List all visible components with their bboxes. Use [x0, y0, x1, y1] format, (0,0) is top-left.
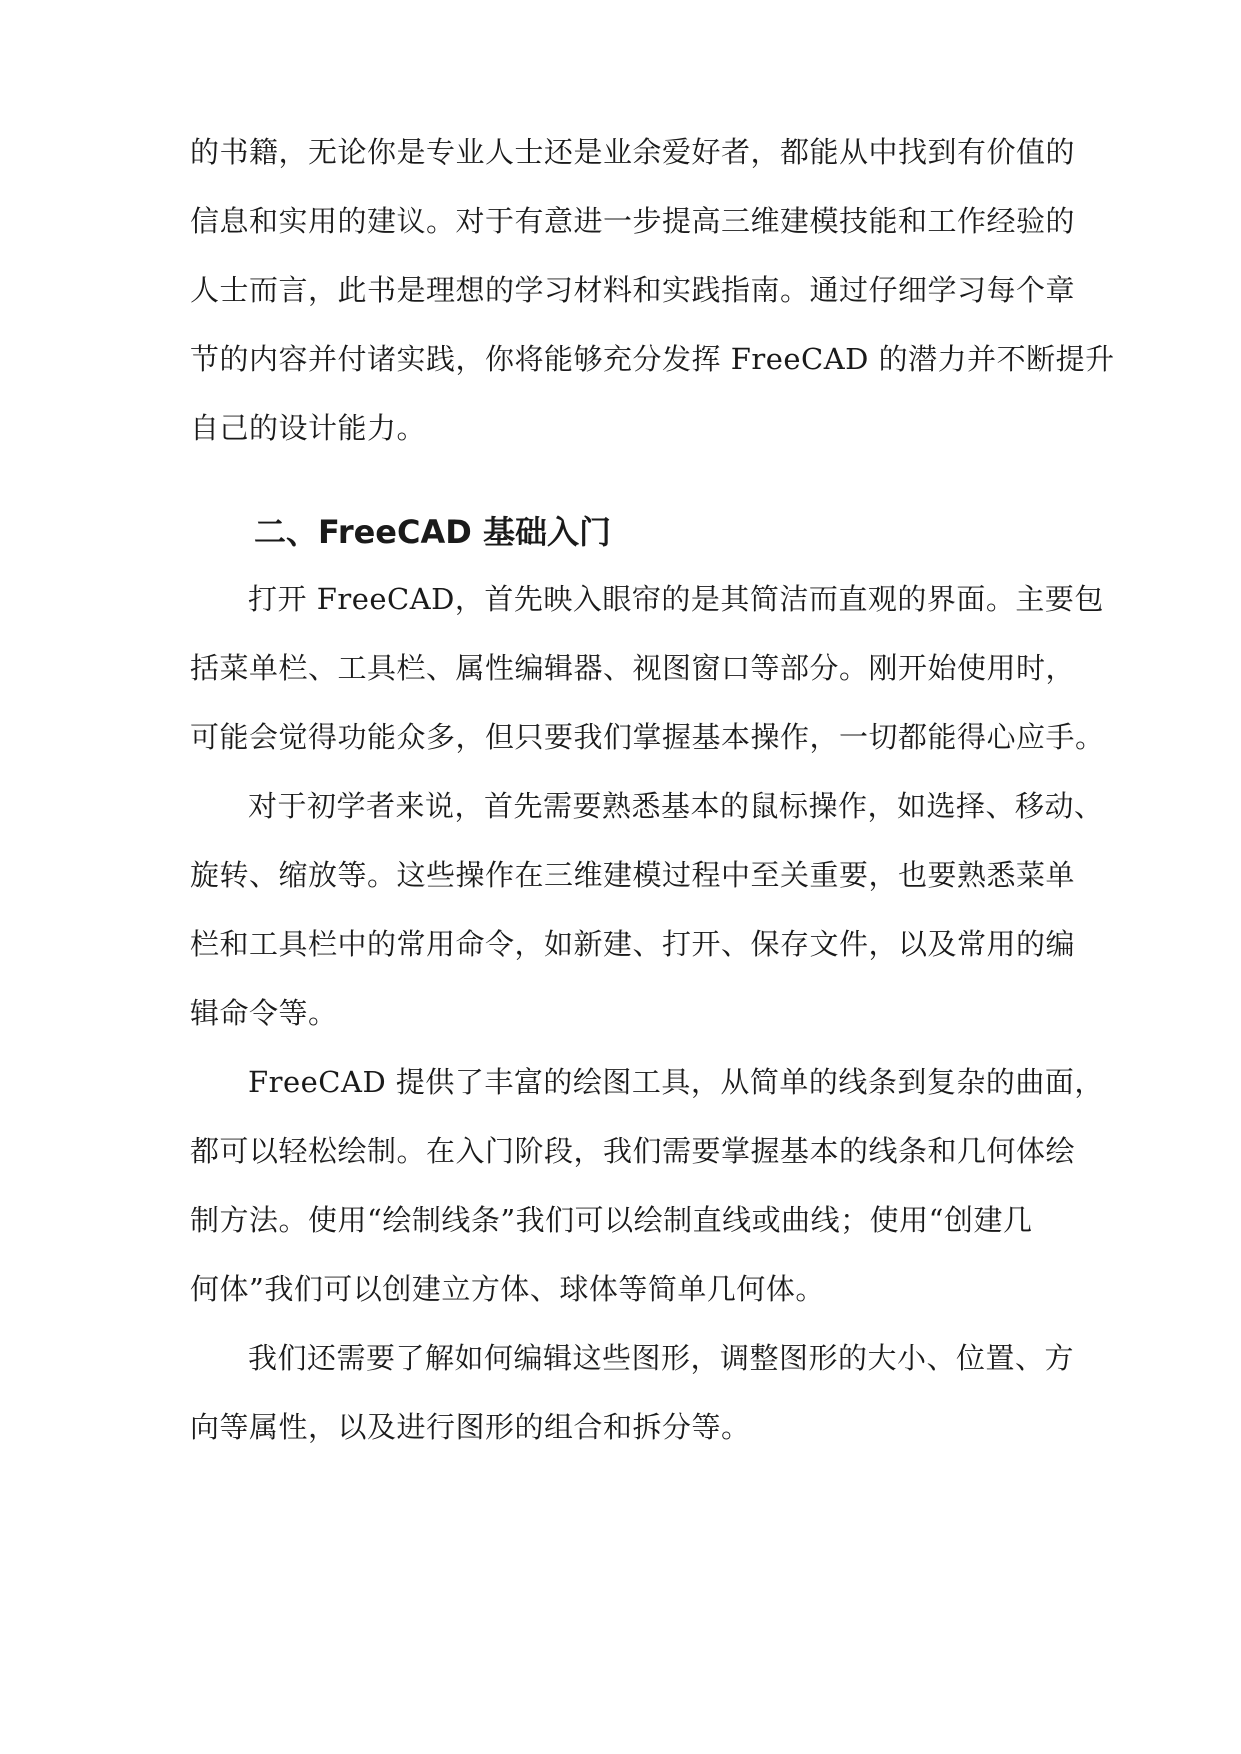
- text-line: 人士而言，此书是理想的学习材料和实践指南。通过仔细学习每个章: [190, 273, 1076, 307]
- text-line: 辑命令等。: [190, 996, 338, 1030]
- text-line: 我们还需要了解如何编辑这些图形，调整图形的大小、位置、方: [248, 1341, 1075, 1375]
- text-line: 都可以轻松绘制。在入门阶段，我们需要掌握基本的线条和几何体绘: [190, 1134, 1076, 1168]
- text-line: 何体”我们可以创建立方体、球体等简单几何体。: [190, 1272, 825, 1306]
- section-heading: 二、FreeCAD 基础入门: [254, 513, 611, 551]
- text-line: FreeCAD 提供了丰富的绘图工具，从简单的线条到复杂的曲面，: [248, 1065, 1104, 1099]
- text-line: 打开 FreeCAD，首先映入眼帘的是其简洁而直观的界面。主要包: [248, 582, 1104, 616]
- text-line: 信息和实用的建议。对于有意进一步提高三维建模技能和工作经验的: [190, 204, 1076, 238]
- text-line: 对于初学者来说，首先需要熟悉基本的鼠标操作，如选择、移动、: [248, 789, 1104, 823]
- text-line: 自己的设计能力。: [190, 411, 427, 445]
- text-line: 括菜单栏、工具栏、属性编辑器、视图窗口等部分。刚开始使用时，: [190, 651, 1076, 685]
- text-line: 可能会觉得功能众多，但只要我们掌握基本操作，一切都能得心应手。: [190, 720, 1105, 754]
- text-line: 栏和工具栏中的常用命令，如新建、打开、保存文件，以及常用的编: [190, 927, 1076, 961]
- text-line: 旋转、缩放等。这些操作在三维建模过程中至关重要，也要熟悉菜单: [190, 858, 1076, 892]
- text-line: 制方法。使用“绘制线条”我们可以绘制直线或曲线；使用“创建几: [190, 1203, 1033, 1237]
- text-line: 的书籍，无论你是专业人士还是业余爱好者，都能从中找到有价值的: [190, 135, 1076, 169]
- text-line: 节的内容并付诸实践，你将能够充分发挥 FreeCAD 的潜力并不断提升: [190, 342, 1115, 376]
- text-line: 向等属性，以及进行图形的组合和拆分等。: [190, 1410, 751, 1444]
